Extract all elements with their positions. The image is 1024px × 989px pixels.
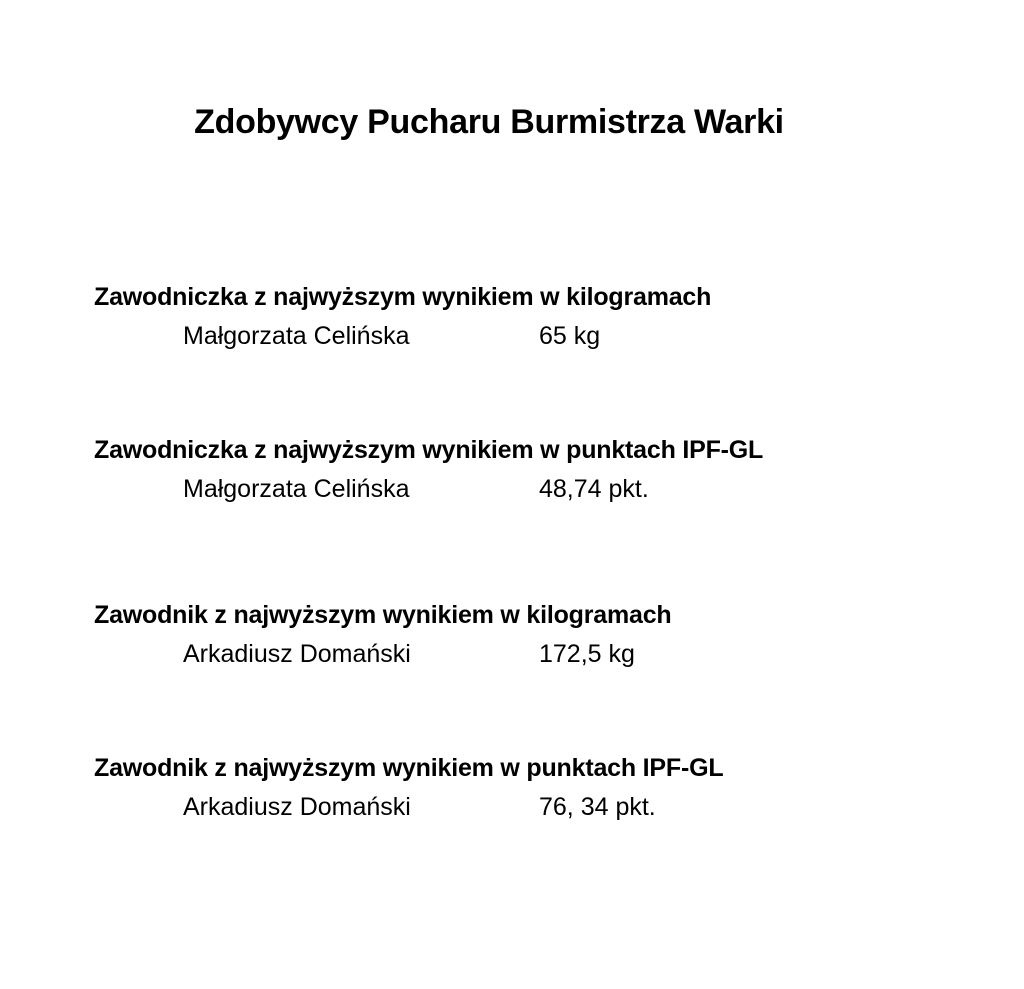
winner-result: 48,74 pkt. xyxy=(539,475,649,503)
award-section-men-ipf-gl xyxy=(94,753,723,823)
award-heading: Zawodnik z najwyższym wynikiem w punktach IPF-GL xyxy=(94,754,724,782)
winner-name: Arkadiusz Domański xyxy=(183,793,411,821)
winner-result: 76, 34 pkt. xyxy=(539,793,656,821)
winner-name: Małgorzata Celińska xyxy=(183,475,410,503)
award-result-row xyxy=(94,791,723,823)
award-result-row xyxy=(94,320,711,352)
award-heading: Zawodniczka z najwyższym wynikiem w kilogramach xyxy=(94,283,712,311)
award-heading: Zawodnik z najwyższym wynikiem w kilogramach xyxy=(94,601,672,629)
winner-result: 65 kg xyxy=(539,322,601,350)
award-section-men-kg xyxy=(94,600,672,670)
award-section-women-ipf-gl xyxy=(94,435,763,505)
award-heading: Zawodniczka z najwyższym wynikiem w punktach IPF-GL xyxy=(94,436,764,464)
page-title: Zdobywcy Pucharu Burmistrza Warki xyxy=(194,103,784,141)
award-result-row xyxy=(94,473,763,505)
winner-name: Arkadiusz Domański xyxy=(183,640,411,668)
award-result-row xyxy=(94,638,672,670)
winner-name: Małgorzata Celińska xyxy=(183,322,410,350)
award-section-women-kg xyxy=(94,282,711,352)
winner-result: 172,5 kg xyxy=(539,640,635,668)
